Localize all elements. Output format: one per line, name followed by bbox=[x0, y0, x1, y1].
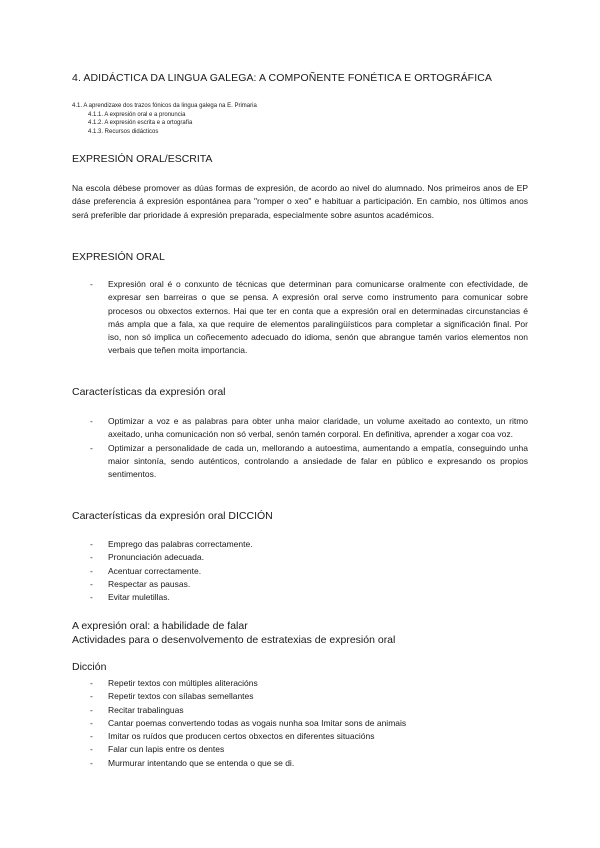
list-item: - Murmurar intentando que se entenda o que se di. bbox=[72, 757, 528, 770]
toc-item-main: 4.1. A aprendizaxe dos trazos fónicos da lingua galega na E. Primaria bbox=[72, 103, 257, 109]
actividades-line: Actividades para o desenvolvemento de estratexias de expresión oral bbox=[72, 634, 396, 646]
section-heading-diccion-caracteristicas: Características da expresión oral DICCIÓN bbox=[72, 510, 273, 522]
page-title: 4. ADIDÁCTICA DA LINGUA GALEGA: A COMPOÑENTE FONÉTICA E ORTOGRÁFICA bbox=[72, 72, 492, 84]
toc-item-sub: 4.1.1. A expresión oral e a pronuncia bbox=[88, 111, 186, 118]
list-item: - Emprego das palabras correctamente. bbox=[72, 538, 528, 551]
list-item: - Pronunciación adecuada. bbox=[72, 551, 528, 564]
list-item: - Imitar os ruídos que producen certos obxectos en diferentes situacións bbox=[72, 730, 528, 743]
paragraph-oral-escrita: Na escola débese promover as dúas formas de expresión, de acordo ao nivel do alumnado. Nos primeiros anos de EP dáse preferencia á expresión espontánea para "romper o xeo" e habituar a participación. En cambio, nos últimos anos será preferible dar prioridade á expresión preparada, especialmente sobre asuntos académicos. bbox=[72, 183, 528, 220]
table-of-contents bbox=[72, 102, 528, 136]
list-item: - Cantar poemas convertendo todas as vogais nunha soa Imitar sons de animais bbox=[72, 717, 528, 730]
section-heading-oral-escrita: EXPRESIÓN ORAL/ESCRITA bbox=[72, 153, 213, 165]
list-item: - Falar cun lapis entre os dentes bbox=[72, 743, 528, 756]
list-item: - Repetir textos con múltiples aliteracións bbox=[72, 677, 528, 690]
list-item: - Acentuar correctamente. bbox=[72, 565, 528, 578]
list-item: - Respectar as pausas. bbox=[72, 578, 528, 591]
list-diccion-caracteristicas bbox=[72, 538, 528, 604]
list-item: - Expresión oral é o conxunto de técnicas que determinan para comunicarse oralmente con efectividade, de expresar sen barreiras o que se pensa. A expresión oral serve como instrumento para comunicar sobre procesos ou obxectos externos. Hai que ter en conta que a expresión oral en determinadas circunstancias é más ampla que a fala, xa que require de elementos paralingüísticos para completar a significación final. Por iso, non só implica un coñecemento adecuado do idioma, senón que abrangue tamén varios elementos non verbais que teñen moita importancia. bbox=[72, 278, 528, 358]
list-item: - Recitar trabalinguas bbox=[72, 704, 528, 717]
list-oral bbox=[72, 278, 528, 358]
habilidade-line: A expresión oral: a habilidade de falar bbox=[72, 620, 248, 632]
section-heading-oral: EXPRESIÓN ORAL bbox=[72, 251, 165, 263]
list-item: - Evitar muletillas. bbox=[72, 591, 528, 604]
list-diccion bbox=[72, 677, 528, 770]
list-item: - Repetir textos con sílabas semellantes bbox=[72, 690, 528, 703]
list-item: - Optimizar a personalidade de cada un, mellorando a autoestima, aumentando a empatía, conseguindo unha maior sintonía, sendo auténticos, controlando a ansiedade de falar en público e expresando os propios sentimentos. bbox=[72, 442, 528, 482]
list-item: - Optimizar a voz e as palabras para obter unha maior claridade, un volume axeitado ao contexto, un ritmo axeitado, unha comunicación non só verbal, senón tamén corporal. En definitiva, aprender a xogar coa voz. bbox=[72, 415, 528, 442]
section-heading-caracteristicas: Características da expresión oral bbox=[72, 386, 226, 398]
toc-item-sub: 4.1.3. Recursos didácticos bbox=[88, 128, 159, 135]
habilidade-block bbox=[72, 619, 528, 647]
toc-item-sub: 4.1.2. A expresión escrita e a ortografía bbox=[88, 120, 193, 127]
list-caracteristicas bbox=[72, 415, 528, 481]
section-heading-diccion: Dicción bbox=[72, 661, 107, 673]
